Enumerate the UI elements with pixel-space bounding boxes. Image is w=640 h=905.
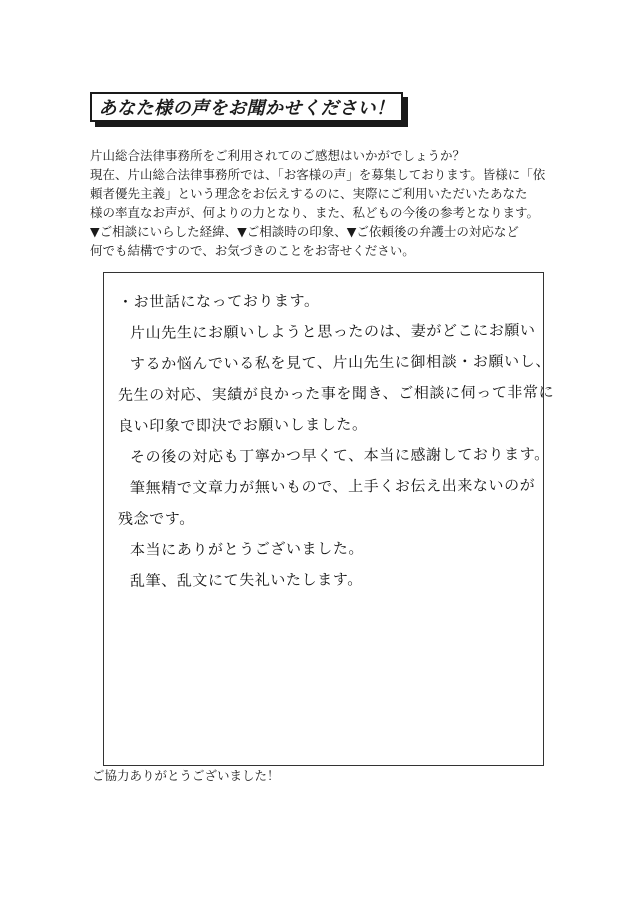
intro-text (90, 146, 560, 260)
handwritten-message (117, 287, 555, 597)
message-line: 筆無精で文章力が無いもので、上手くお伝え出来ないのが (129, 476, 536, 497)
intro-line: 何でも結構ですので、お気づきのことをお寄せください。 (90, 243, 415, 258)
intro-line: 様の率直なお声が、何よりの力となり、また、私どもの今後の参考となります。 (90, 205, 540, 220)
closing-text: ご協力ありがとうございました！ (92, 768, 280, 783)
intro-line: 片山総合法律事務所をご利用されてのご感想はいかがでしょうか？ (90, 148, 466, 163)
message-line: ・お世話になっております。 (117, 291, 320, 311)
message-line: するか悩んでいる私を見て、片山先生に御相談・お願いし、 (129, 351, 551, 373)
handwritten-message-box (103, 272, 555, 766)
intro-line: 頼者優先主義」という理念をお伝えするのに、実際にご利用いただいたあなた (90, 186, 528, 201)
intro-line: ▼ご相談にいらした経緯、▼ご相談時の印象、▼ご依頼後の弁護士の対応など (90, 224, 519, 239)
intro-line: 現在、片山総合法律事務所では、「お客様の声」を募集しております。皆様に「依 (90, 167, 546, 182)
message-line: 残念です。 (117, 509, 195, 528)
page-title: あなた様の声をお聞かせください！ (98, 98, 395, 119)
title-banner (90, 92, 403, 122)
message-line: 良い印象で即決でお願いしました。 (117, 415, 368, 435)
message-line: 乱筆、乱文にて失礼いたします。 (129, 570, 363, 590)
message-line: その後の対応も丁寧かつ早くて、本当に感謝しております。 (129, 444, 550, 466)
message-line: 本当にありがとうございました。 (129, 539, 365, 559)
message-line: 先生の対応、実績が良かった事を聞き、ご相談に伺って非常に (117, 382, 555, 404)
message-line: 片山先生にお願いしようと思ったのは、妻がどこにお願い (129, 321, 536, 342)
